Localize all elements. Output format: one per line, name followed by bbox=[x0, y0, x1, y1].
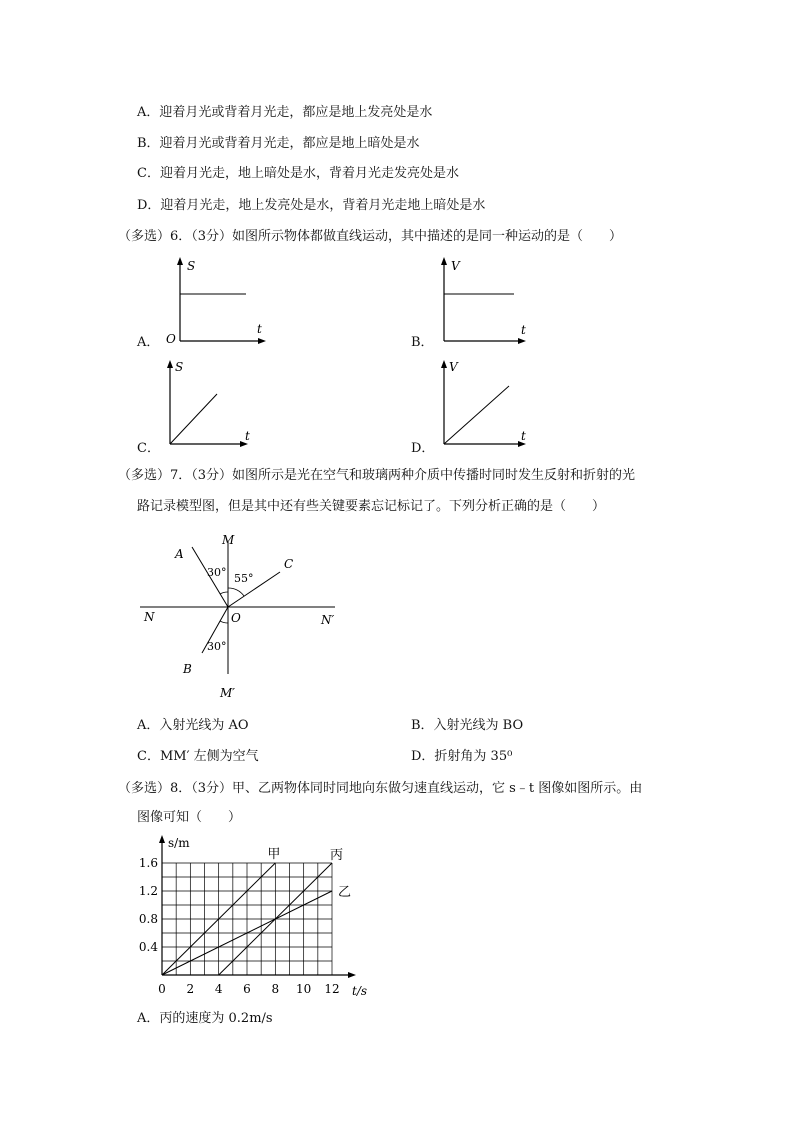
series-label: 乙 bbox=[338, 885, 352, 900]
y-tick-label: 0.8 bbox=[138, 912, 158, 926]
graph-b bbox=[424, 255, 534, 350]
y-axis-arrow bbox=[159, 835, 165, 843]
q6-letter-d: D． bbox=[411, 441, 435, 456]
q7-option-a: A．入射光线为 AO bbox=[137, 718, 249, 733]
label-m: M bbox=[222, 533, 235, 547]
q7-option-b: B．入射光线为 BO bbox=[411, 718, 524, 733]
x-tick-label: 2 bbox=[186, 982, 195, 996]
x-axis-label: t/s bbox=[352, 984, 368, 998]
label-o: O bbox=[231, 611, 241, 625]
x-tick-label: 10 bbox=[296, 982, 312, 996]
graph-d-ylabel: V bbox=[449, 360, 458, 374]
angle-aom: 30° bbox=[207, 566, 227, 579]
angle-bom: 30° bbox=[207, 640, 227, 653]
q6-stem: （多选）6．（3分）如图所示物体都做直线运动，其中描述的是同一种运动的是（ ） bbox=[118, 229, 623, 244]
q7-option-d: D．折射角为 35⁰ bbox=[411, 749, 513, 764]
x-axis-arrow bbox=[348, 972, 356, 978]
x-tick-label: 6 bbox=[243, 982, 251, 996]
x-tick-label: 4 bbox=[214, 982, 223, 996]
q5-option-b: B．迎着月光或背着月光走，都应是地上暗处是水 bbox=[137, 136, 420, 151]
graph-c bbox=[150, 358, 250, 453]
graph-b-ylabel: V bbox=[451, 259, 460, 273]
label-n-prime: N′ bbox=[321, 613, 335, 627]
y-tick-label: 0.4 bbox=[138, 940, 158, 954]
label-c: C bbox=[284, 557, 294, 571]
label-m-prime: M′ bbox=[220, 686, 236, 700]
q5-option-c: C．迎着月光走，地上暗处是水，背着月光走发亮处是水 bbox=[137, 166, 459, 181]
x-tick-label: 8 bbox=[271, 982, 280, 996]
graph-d-xlabel: t bbox=[521, 429, 526, 443]
graph-a-ylabel: S bbox=[187, 259, 196, 273]
q6-letter-c: C． bbox=[137, 441, 160, 456]
graph-a-xlabel: t bbox=[257, 322, 262, 336]
q8-stem-line1: （多选）8．（3分）甲、乙两物体同时同地向东做匀速直线运动，它 s﹣t 图像如图所示。由 bbox=[118, 781, 643, 796]
q8-stem-line2: 图像可知（ ） bbox=[137, 810, 242, 825]
label-b: B bbox=[183, 662, 192, 676]
series-label: 丙 bbox=[330, 848, 344, 863]
graph-a bbox=[160, 255, 270, 350]
y-tick-label: 1.6 bbox=[138, 856, 158, 870]
q7-stem-line1: （多选）7．（3分）如图所示是光在空气和玻璃两种介质中传播时同时发生反射和折射的光 bbox=[118, 468, 636, 483]
label-a: A bbox=[175, 547, 184, 561]
x-tick-label: 12 bbox=[324, 982, 340, 996]
q8-option-a: A．丙的速度为 0.2m/s bbox=[137, 1011, 273, 1026]
x-tick-label: 0 bbox=[158, 982, 166, 996]
label-n: N bbox=[144, 610, 155, 624]
optics-diagram bbox=[135, 532, 355, 702]
q7-stem-line2: 路记录模型图，但是其中还有些关键要素忘记标记了。下列分析正确的是（ ） bbox=[137, 499, 606, 514]
q7-option-c: C．MM′ 左侧为空气 bbox=[137, 749, 259, 764]
graph-c-xlabel: t bbox=[245, 429, 250, 443]
graph-c-ylabel: S bbox=[175, 360, 184, 374]
y-axis-label: s/m bbox=[168, 836, 190, 850]
angle-moc: 55° bbox=[234, 572, 254, 585]
q5-option-a: A．迎着月光或背着月光走，都应是地上发亮处是水 bbox=[137, 105, 433, 120]
graph-b-xlabel: t bbox=[521, 323, 526, 337]
graph-a-origin: O bbox=[166, 332, 176, 346]
q6-letter-b: B． bbox=[411, 335, 434, 350]
series-label: 甲 bbox=[267, 847, 281, 862]
q6-letter-a: A． bbox=[137, 335, 160, 350]
y-tick-label: 1.2 bbox=[138, 884, 158, 898]
st-chart bbox=[130, 835, 390, 1005]
graph-d bbox=[424, 358, 534, 453]
q5-option-d: D．迎着月光走，地上发亮处是水，背着月光走地上暗处是水 bbox=[137, 198, 486, 213]
